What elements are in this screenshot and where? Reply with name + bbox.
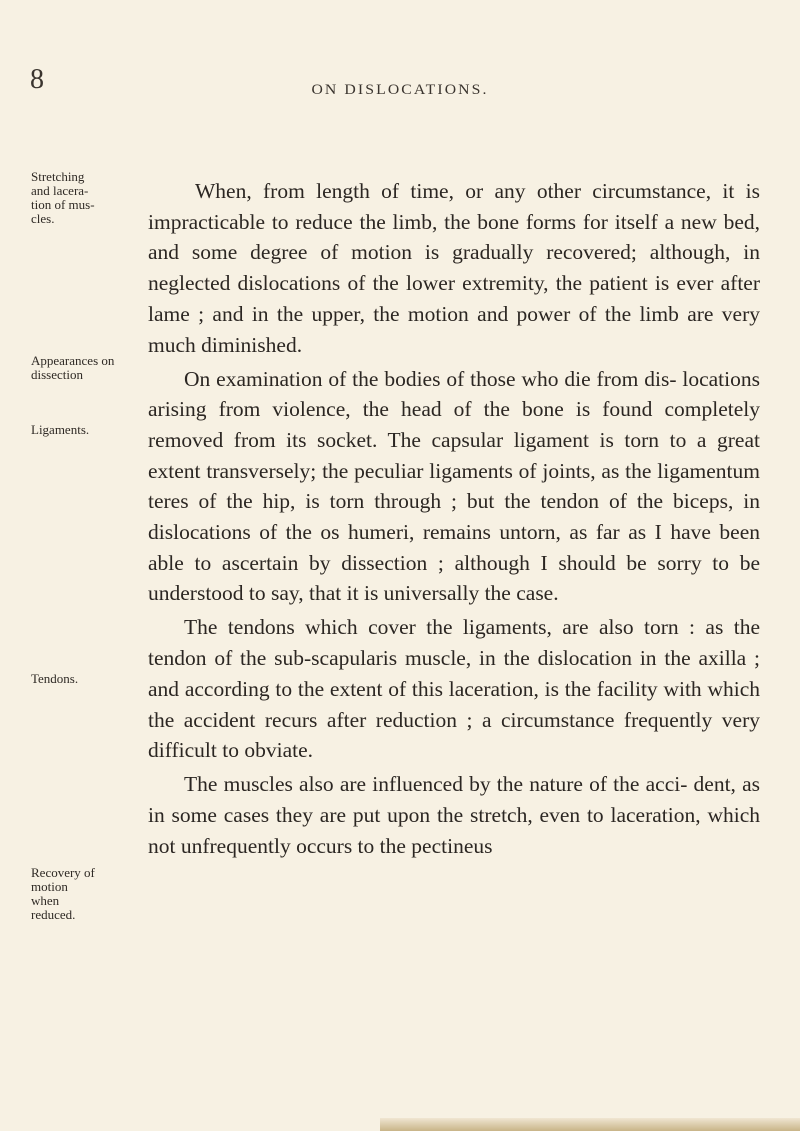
paragraph: On examination of the bodies of those who die from dis- locations arising from violence, the head of the bone is found completely removed from its socket. The capsular ligament is torn to a great extent transversely; the peculiar ligaments of joints, as the ligamentum teres of the hip, is torn through ; but the tendon of the biceps, in dislocations of the os humeri, remains untorn, as far as I have been able to ascertain by dissection ; although I should be sorry to be understood to say, that it is universally the case. — [148, 366, 760, 606]
sidenote-tendons: Tendons. — [31, 671, 79, 686]
paragraph: When, from length of time, or any other circumstance, it is impracticable to reduce the limb, the bone forms for itself a new bed, and some degree of motion is gradually recovered; although, in neglected dislocations of the lower extremity, the patient is ever after lame ; and in the upper, the motion and power of the limb are very much diminished. — [148, 179, 760, 357]
paragraph: The muscles also are influenced by the nature of the acci- dent, as in some cases they are put upon the stretch, even to laceration, which not unfrequently occurs to the pectineus — [148, 772, 760, 858]
body-text — [148, 176, 760, 865]
running-head: ON DISLOCATIONS. — [311, 82, 489, 98]
page-edge-shadow — [380, 1118, 800, 1131]
sidenote-ligaments: Ligaments. — [31, 422, 90, 437]
paragraph: The tendons which cover the ligaments, are also torn : as the tendon of the sub-scapularis muscle, in the dislocation in the axilla ; and according to the extent of this laceration, is the facility with which the accident recurs after reduction ; a circumstance frequently very difficult to obviate. — [148, 615, 760, 763]
page-number: 8 — [30, 64, 44, 95]
sidenote-stretching: Stretching and lacera- tion of mus- cles. — [31, 169, 95, 226]
sidenote-recovery: Recovery of motion when reduced. — [31, 865, 95, 922]
sidenote-appearances: Appearances on dissection — [31, 353, 115, 382]
